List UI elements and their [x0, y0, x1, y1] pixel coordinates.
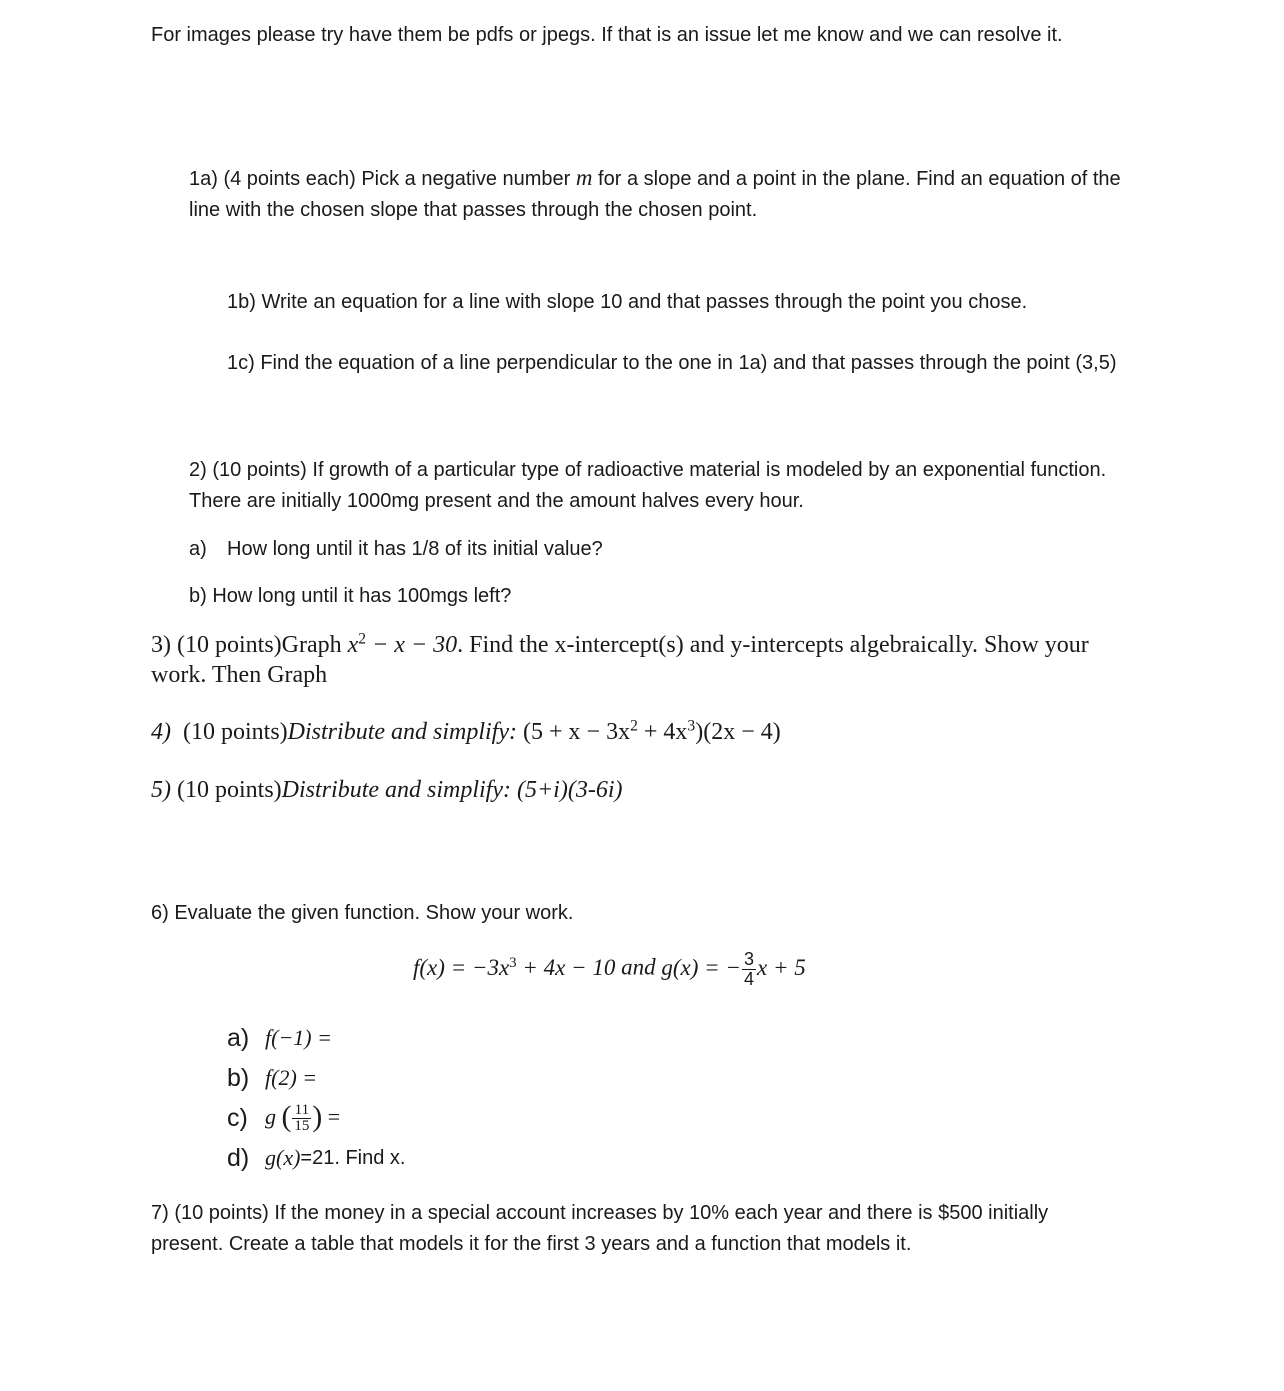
q3-text-start: 3) (10 points)Graph — [151, 632, 348, 658]
q6-part-a — [227, 1018, 727, 1058]
q3-text-end: . Find the x-intercept(s) and y-intercepts algebraically. Show your work. Then Graph — [151, 632, 1089, 688]
q6-part-a-expr: f(−1) = — [265, 1025, 332, 1050]
intro-note — [151, 20, 1151, 51]
question-5 — [151, 775, 1141, 805]
q1b-text: 1b) Write an equation for a line with slope 10 and that passes through the point you chose. — [227, 291, 1028, 313]
question-1a — [189, 162, 1129, 226]
question-4 — [151, 717, 1141, 747]
q1a-slope-var: m — [575, 165, 593, 190]
q4-label: Distribute and simplify: — [287, 719, 517, 745]
q6-part-d-tail: =21. Find x. — [300, 1146, 406, 1169]
q2-text: 2) (10 points) If growth of a particular type of radioactive material is modeled by an exponential function. There are initially 1000mg present and the amount halves every hour. — [189, 459, 1107, 512]
q6-and: and — [615, 954, 662, 980]
question-1c — [227, 348, 1147, 379]
q7-text: 7) (10 points) If the money in a special account increases by 10% each year and there is $500 initially present. Create a table that models it for the first 3 years and a function that models it. — [151, 1202, 1049, 1255]
q6-part-c-label: c) — [227, 1103, 248, 1132]
q3-expression: $x^2 - x - 30$ — [347, 630, 458, 658]
q6-part-b-label: b) — [227, 1063, 250, 1092]
question-2a — [189, 534, 1089, 565]
question-7 — [151, 1198, 1111, 1260]
q4-points: (10 points) — [183, 719, 288, 745]
q6-g-definition: g(x) = − $\frac{3}{4}$ x + 5 — [661, 949, 806, 989]
q6-part-b-expr: f(2) = — [265, 1065, 318, 1090]
q1c-text: 1c) Find the equation of a line perpendicular to the one in 1a) and that passes through the point (3,5) — [227, 352, 1117, 374]
q6-part-d-expr: g(x) — [265, 1145, 301, 1170]
question-6 — [151, 898, 1051, 929]
q6-part-b — [227, 1058, 727, 1098]
q4-number: 4) — [151, 719, 171, 745]
q6-parts-list — [227, 1018, 727, 1178]
q1a-text-end: for a slope and a point in the plane. Find an equation of the line with the chosen slope that passes through the chosen point. — [189, 168, 1121, 221]
q5-number: 5) — [151, 777, 171, 803]
intro-text: For images please try have them be pdfs or jpegs. If that is an issue let me know and we can resolve it. — [151, 24, 1063, 46]
q6-part-d-label: d) — [227, 1143, 250, 1172]
q6-part-a-label: a) — [227, 1023, 250, 1052]
q1a-text-start: 1a) (4 points each) Pick a negative number — [189, 168, 576, 190]
q2b-text: b) How long until it has 100mgs left? — [189, 585, 512, 607]
q5-points: (10 points) — [177, 777, 282, 803]
q6-function-definitions — [413, 950, 973, 989]
q5-label: Distribute and simplify: (5+i)(3-6i) — [281, 777, 623, 803]
q4-expression: $(5 + x - 3x^2 + 4x^3)(2x - 4)$ — [523, 717, 781, 745]
question-2b — [189, 581, 1089, 612]
q6-part-c — [227, 1098, 727, 1138]
q6-part-d — [227, 1138, 727, 1178]
q6-f-definition: $f(x) = -3x^3 + 4x - 10$ — [413, 954, 616, 980]
q6-title: 6) Evaluate the given function. Show your work. — [151, 902, 574, 924]
q2a-label: a) — [189, 538, 207, 560]
question-2 — [189, 455, 1109, 517]
q2a-text: How long until it has 1/8 of its initial value? — [227, 538, 603, 560]
q6-part-c-expr: g ( $\frac{11}{15}$ ) = — [265, 1100, 341, 1135]
question-1b — [227, 287, 1127, 318]
question-3 — [151, 630, 1141, 690]
